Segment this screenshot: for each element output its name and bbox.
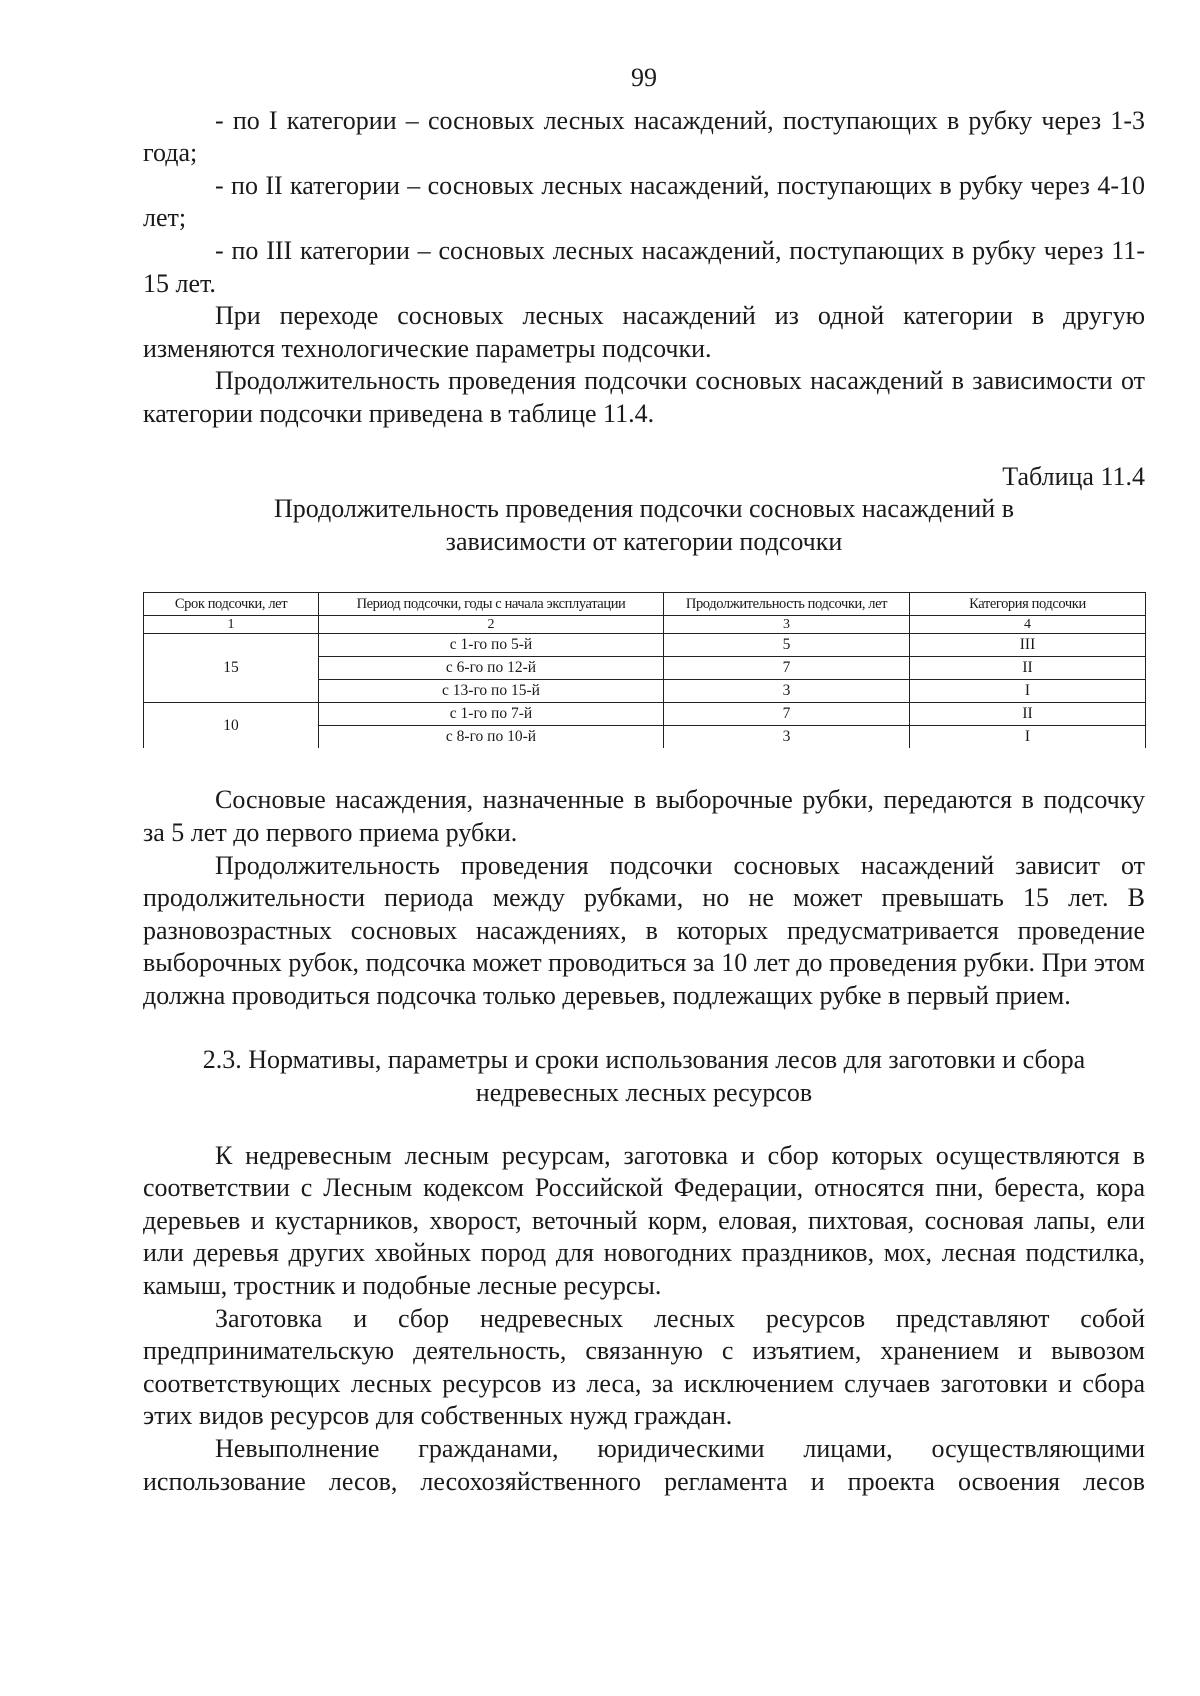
harvesting-activity-paragraph: Заготовка и сбор недревесных лесных ресурсов представляют собой предпринимательскую деятельность, связанную с изъятием, хранением и вывозом соответствующих лесных ресурсов из леса, за исключением случаев заготовки и сбора этих видов ресурсов для собственных нужд граждан.	[143, 1303, 1145, 1431]
column-number: 4	[910, 616, 1146, 634]
section-heading-line-1: 2.3. Нормативы, параметры и сроки использования лесов для заготовки и сбора	[202, 1045, 1086, 1075]
page-number: 99	[631, 63, 657, 92]
table-header-row	[144, 593, 1146, 616]
table-row	[144, 634, 1146, 657]
non-timber-resources-paragraph: К недревесным лесным ресурсам, заготовка и сбор которых осуществляются в соответствии с Лесным кодексом Российской Федерации, относятся пни, береста, кора деревьев и кустарников, хворост, веточный корм, еловая, пихтовая, сосновая лапы, ели или деревья других хвойных пород для новогодних праздников, мох, лесная подстилка, камыш, тростник и подобные лесные ресурсы.	[143, 1140, 1145, 1301]
category-cell: I	[910, 680, 1146, 703]
category-cell: I	[910, 726, 1146, 749]
category-item-1: - по I категории – сосновых лесных насаждений, поступающих в рубку через 1-3 года;	[143, 105, 1145, 168]
duration-cell: 3	[664, 680, 910, 703]
column-number-row	[144, 616, 1146, 634]
term-cell: 10	[144, 703, 319, 749]
selective-cutting-paragraph: Сосновые насаждения, назначенные в выборочные рубки, передаются в подсочку за 5 лет до первого приема рубки.	[143, 785, 1145, 847]
period-cell: с 8-го по 10-й	[319, 726, 664, 749]
duration-cell: 7	[664, 657, 910, 680]
header-category: Категория подсочки	[910, 593, 1146, 616]
section-heading	[143, 1044, 1145, 1109]
category-cell: II	[910, 657, 1146, 680]
period-cell: с 6-го по 12-й	[319, 657, 664, 680]
table-row	[144, 703, 1146, 726]
section-heading-line-2: недревесных лесных ресурсов	[475, 1078, 813, 1108]
table-title-line-1: Продолжительность проведения подсочки сосновых насаждений в	[274, 494, 1014, 524]
category-item-3: - по III категории – сосновых лесных насаждений, поступающих в рубку через 11-15 лет.	[143, 235, 1145, 298]
document-page	[143, 62, 1145, 1498]
header-duration: Продолжительность подсочки, лет	[664, 593, 910, 616]
intro-paragraph: При переходе сосновых лесных насаждений из одной категории в другую изменяются технологические параметры подсочки.	[143, 301, 1145, 363]
period-cell: с 1-го по 5-й	[319, 634, 664, 657]
header-period: Период подсочки, годы с начала эксплуатации	[319, 593, 664, 616]
duration-cell: 5	[664, 634, 910, 657]
column-number: 1	[144, 616, 319, 634]
category-cell: III	[910, 634, 1146, 657]
period-cell: с 13-го по 15-й	[319, 680, 664, 703]
category-item-2: - по II категории – сосновых лесных насаждений, поступающих в рубку через 4-10 лет;	[143, 170, 1145, 233]
header-term: Срок подсочки, лет	[144, 593, 319, 616]
column-number: 3	[664, 616, 910, 634]
duration-cell: 7	[664, 703, 910, 726]
period-cell: с 1-го по 7-й	[319, 703, 664, 726]
category-cell: II	[910, 703, 1146, 726]
table-title-line-2: зависимости от категории подсочки	[445, 526, 843, 556]
table-label: Таблица 11.4	[1002, 461, 1145, 491]
duration-cell: 3	[664, 726, 910, 749]
table-reference-paragraph: Продолжительность проведения подсочки сосновых насаждений в зависимости от категории подсочки приведена в таблице 11.4.	[143, 366, 1145, 428]
tapping-duration-paragraph: Продолжительность проведения подсочки сосновых насаждений зависит от продолжительности периода между рубками, но не может превышать 15 лет. В разновозрастных сосновых насаждениях, в которых предусматривается проведение выборочных рубок, подсочка может проводиться за 10 лет до проведения рубки. При этом должна проводиться подсочка только деревьев, подлежащих рубке в первый прием.	[143, 850, 1145, 1010]
column-number: 2	[319, 616, 664, 634]
non-compliance-paragraph: Невыполнение гражданами, юридическими лицами, осуществляющими использование лесов, лесохозяйственного регламента и проекта освоения лесов	[143, 1434, 1145, 1496]
tapping-duration-table	[143, 592, 1146, 748]
term-cell: 15	[144, 634, 319, 703]
